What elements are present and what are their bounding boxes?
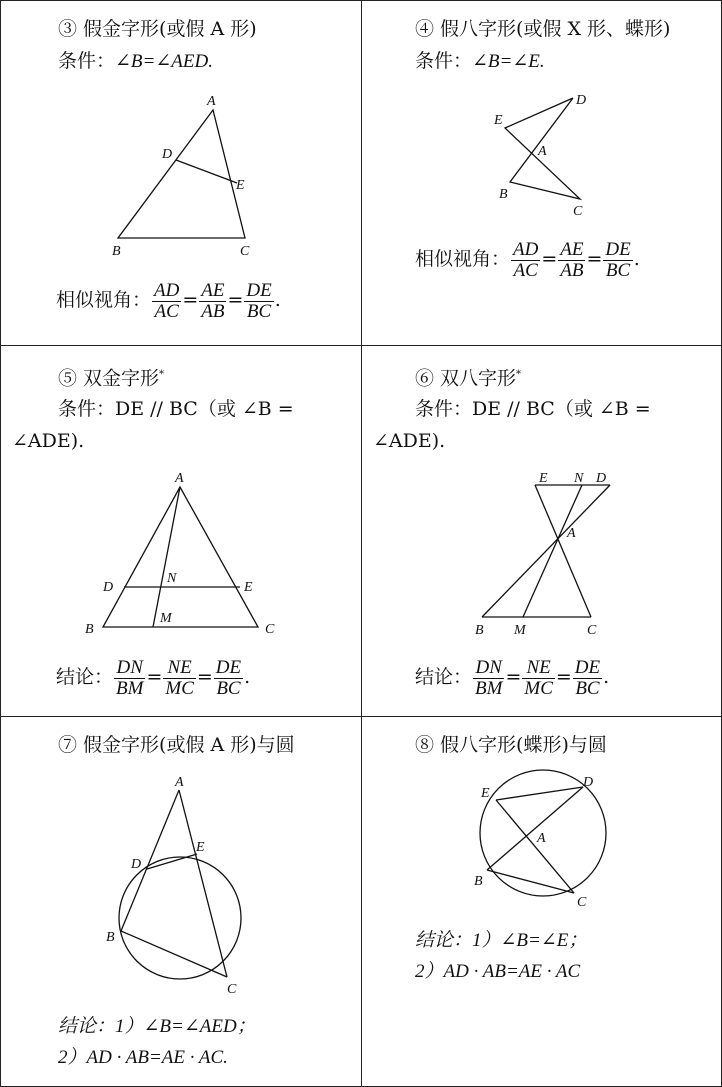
cell2-title: ④ 假八字形(或假 X 形、蝶形) (415, 18, 671, 40)
cell4-fraction-3: $\frac{DE}{BC}$ (574, 656, 601, 699)
cell4-label-a: A (567, 526, 576, 541)
cell5-result-line2: 2）AD · AB=AE · AC. (58, 1047, 228, 1068)
cell3-label-e: E (244, 580, 253, 595)
cell5-label-b: B (106, 930, 115, 945)
cell6-label-c: C (577, 895, 587, 910)
cell6-label-a: A (537, 831, 546, 846)
cell1-label-a: A (207, 94, 216, 109)
cell5-label-e: E (196, 840, 205, 855)
cell2-result-prefix: 相似视角： (415, 248, 511, 270)
cell5-result-line1: 结论：1）∠B=∠AED； (58, 1016, 256, 1037)
cell6-result-line2: 2）AD · AB=AE · AC (415, 961, 581, 982)
cell1-fraction-1: $\frac{AD}{AC}$ (154, 279, 180, 322)
cell3-label-c: C (265, 622, 275, 637)
cell4-label-c: C (587, 623, 597, 638)
cell4-result: 结论： $\frac{DN}{BM}$ = $\frac{NE}{MC}$ = $\frac{DE}{BC}$ . (415, 656, 610, 699)
cell3-title-text: ⑤ 双金字形 (58, 367, 160, 390)
cell1-label-c: C (240, 244, 250, 259)
cell2-result: 相似视角： $\frac{AD}{AC}$ = $\frac{AE}{AB}$ = $\frac{DE}{BC}$ . (415, 238, 640, 281)
cell5-label-d: D (131, 857, 142, 872)
cell1-label-e: E (236, 178, 245, 193)
cell6-segment-ec (496, 800, 574, 893)
cell2-label-a: A (538, 144, 547, 159)
cell4-title-text: ⑥ 双八字形 (415, 367, 517, 390)
cell6-result-line1: 结论：1）∠B=∠E； (415, 930, 588, 951)
cell1-result-prefix: 相似视角： (56, 289, 152, 311)
cell4-condition-line1: 条件：DE // BC（或 ∠B = (415, 398, 651, 420)
cell1-condition-prefix: 条件： (58, 50, 116, 72)
cell2-label-c: C (573, 204, 583, 219)
cell4-fraction-1: $\frac{DN}{BM}$ (475, 656, 503, 699)
cell2-label-d: D (576, 93, 587, 108)
cell4-star: * (516, 369, 522, 380)
cell4-label-e: E (539, 471, 548, 486)
cell6-label-b: B (474, 874, 483, 889)
cell6-label-d: D (583, 775, 594, 790)
cell2-fraction-3: $\frac{DE}{BC}$ (605, 238, 631, 281)
cell3-label-b: B (85, 622, 94, 637)
cell5-title: ⑦ 假金字形(或假 A 形)与圆 (58, 734, 295, 756)
cell4-fraction-2: $\frac{NE}{MC}$ (524, 656, 553, 699)
cell3-fraction-2: $\frac{NE}{MC}$ (165, 656, 194, 699)
cell1-result: 相似视角： $\frac{AD}{AC}$ = $\frac{AE}{AB}$ = $\frac{DE}{BC}$ . (56, 279, 281, 322)
cell3-label-n: N (167, 571, 177, 586)
cell3-condition-line1: 条件：DE // BC（或 ∠B = (58, 398, 294, 420)
cell5-label-c: C (227, 982, 237, 997)
cell3-fraction-3: $\frac{DE}{BC}$ (215, 656, 242, 699)
cell3-label-m: M (160, 611, 172, 626)
cell2-condition-text: ∠B=∠E. (472, 51, 545, 72)
cell3-result: 结论： $\frac{DN}{BM}$ = $\frac{NE}{MC}$ = $\frac{DE}{BC}$ . (56, 656, 251, 699)
cell2-condition-prefix: 条件： (415, 50, 473, 72)
cell3-star: * (159, 369, 165, 380)
cell4-label-b: B (475, 623, 484, 638)
cell4-label-n: N (574, 471, 584, 486)
cell1-label-b: B (112, 244, 121, 259)
cell2-label-e: E (494, 113, 503, 128)
cell3-result-prefix: 结论： (56, 666, 114, 688)
cell1-fraction-2: $\frac{AE}{AB}$ (201, 279, 225, 322)
cell1-title: ③ 假金字形(或假 A 形) (58, 18, 257, 40)
cell3-label-d: D (103, 580, 114, 595)
cell3-fraction-1: $\frac{DN}{BM}$ (116, 656, 144, 699)
cell1-fraction-3: $\frac{DE}{BC}$ (246, 279, 272, 322)
cell6-label-e: E (481, 786, 490, 801)
cell3-label-a: A (175, 471, 184, 486)
cell6-segment-bc (487, 870, 574, 893)
cell5-label-a: A (175, 775, 184, 790)
cell6-title: ⑧ 假八字形(蝶形)与圆 (415, 734, 607, 756)
cell4-result-prefix: 结论： (415, 666, 473, 688)
cell2-fraction-1: $\frac{AD}{AC}$ (513, 238, 539, 281)
cell1-condition-text: ∠B=∠AED. (115, 51, 213, 72)
cell1-label-d: D (162, 147, 173, 162)
cell4-label-m: M (514, 623, 526, 638)
cell3-condition-line2: ∠ADE). (12, 430, 85, 452)
cell4-condition-line2: ∠ADE). (373, 430, 446, 452)
cell2-label-b: B (499, 187, 508, 202)
cell4-label-d: D (596, 471, 607, 486)
cell2-fraction-2: $\frac{AE}{AB}$ (560, 238, 584, 281)
